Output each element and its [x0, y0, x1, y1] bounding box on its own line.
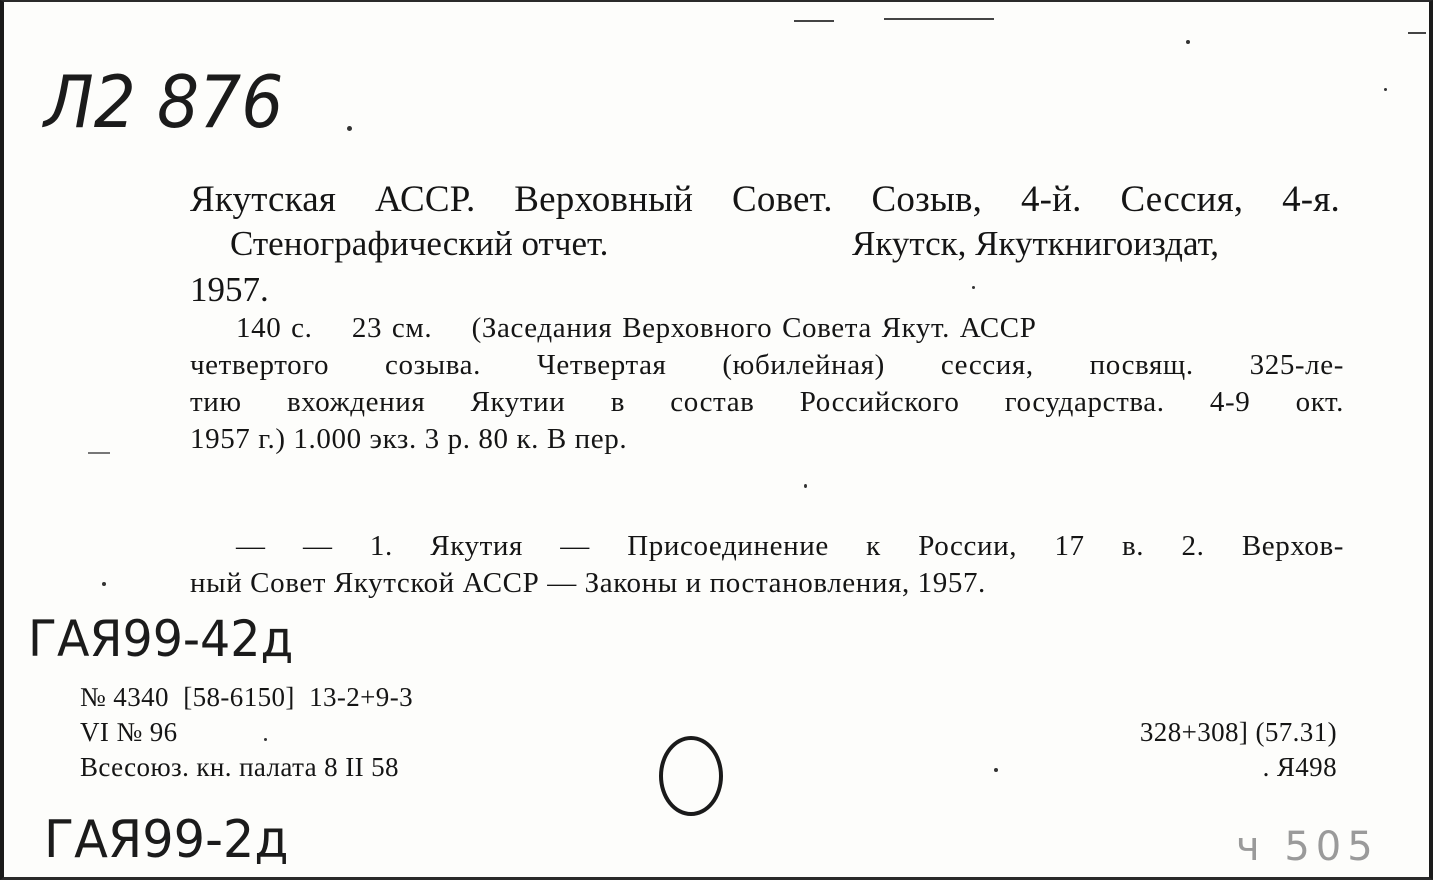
- handwritten-card-number: Л2 876: [44, 60, 284, 144]
- scan-speck: [972, 286, 975, 289]
- imprint-line-2: VI № 96: [80, 717, 178, 747]
- subjects-line-2: ный Совет Якутской АССР — Законы и постановления, 1957.: [190, 567, 986, 599]
- subjects-line-1: — — 1. Якутия — Присоединение к России, 17 в. 2. Верхов-: [236, 530, 1344, 562]
- heading-line-2-right: Якутск, Якуткнигоиздат,: [852, 224, 1219, 263]
- classification-line-1: 328+308] (57.31): [1139, 717, 1337, 747]
- heading-line-2-left: Стенографический отчет.: [230, 224, 609, 263]
- scan-speck: [1384, 88, 1387, 91]
- description-line-3: тию вхождения Якутии в состав Российского государства. 4-9 окт.: [190, 386, 1344, 418]
- handwritten-shelf-mark-2: ГАЯ99-2д: [44, 810, 289, 870]
- scan-speck: [1186, 40, 1190, 44]
- scan-edge-mark: [88, 452, 110, 454]
- heading-line-3: 1957.: [190, 270, 269, 309]
- punch-hole: [659, 736, 723, 816]
- handwritten-shelf-mark-1: ГАЯ99-42д: [28, 610, 294, 668]
- scan-speck: [994, 768, 998, 772]
- handwritten-corner-note: ч 505: [1236, 824, 1379, 870]
- scan-speck: [102, 582, 106, 586]
- heading-line-1: Якутская АССР. Верховный Совет. Созыв, 4-й. Сессия, 4-я.: [190, 179, 1340, 220]
- description-line-2: четвертого созыва. Четвертая (юбилейная) сессия, посвящ. 325-ле-: [190, 349, 1344, 381]
- imprint-line-3: Всесоюз. кн. палата 8 II 58: [80, 752, 399, 782]
- scan-speck: [264, 738, 267, 741]
- scan-edge-mark: [794, 20, 834, 22]
- scan-speck: [804, 484, 807, 488]
- description-line-4: 1957 г.) 1.000 экз. 3 р. 80 к. В пер.: [190, 423, 628, 455]
- scan-speck: [347, 126, 352, 131]
- imprint-line-1: № 4340 [58-6150] 13-2+9-3: [80, 682, 413, 712]
- scan-edge-mark: [884, 18, 994, 20]
- description-line-1: 140 с. 23 см. (Заседания Верховного Совета Якут. АССР: [236, 312, 1037, 344]
- classification-line-2: . Я498: [1262, 752, 1337, 782]
- scan-edge-mark: [1408, 32, 1426, 34]
